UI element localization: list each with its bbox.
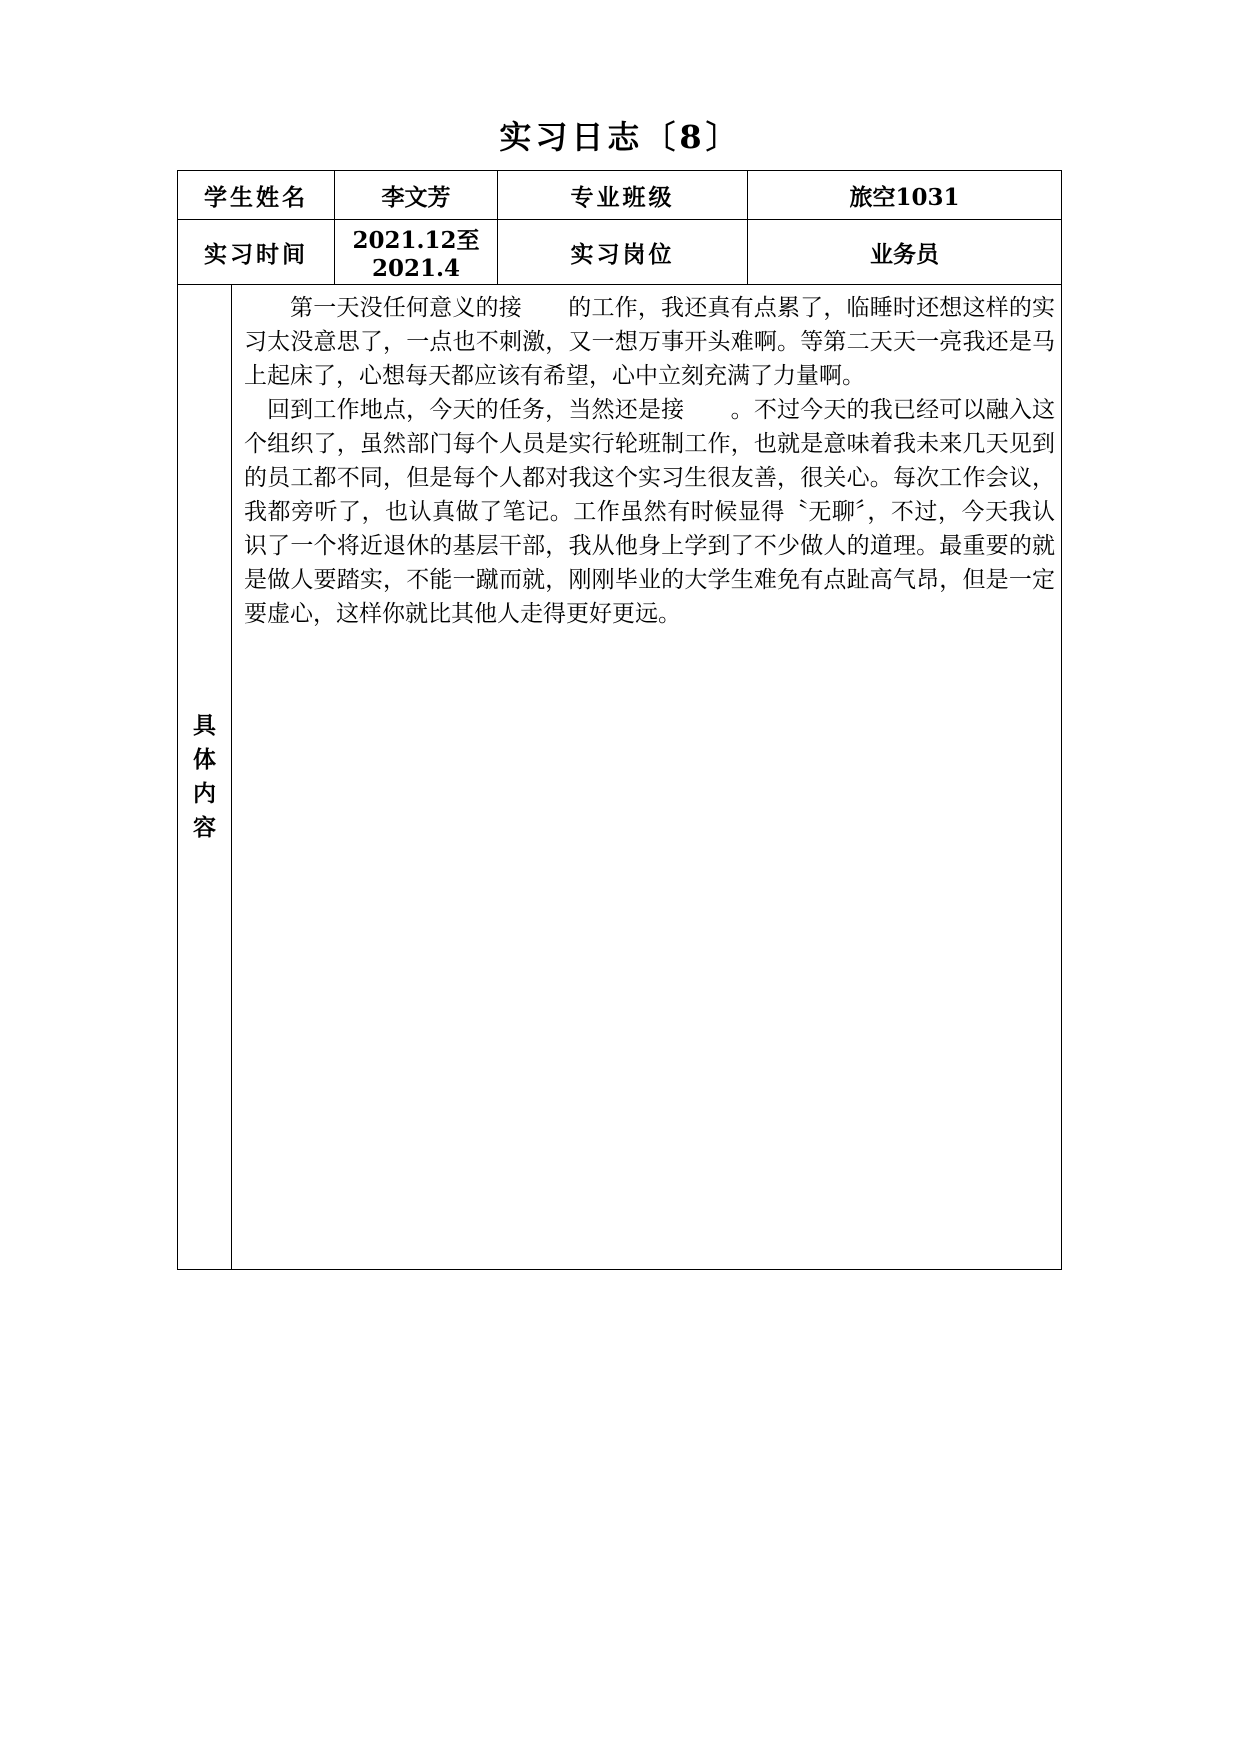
table-row [178, 285, 1062, 1270]
table-row [178, 220, 1062, 285]
period-start: 2021.12至 [352, 227, 480, 254]
position-label: 实习岗位 [498, 220, 748, 285]
class-label: 专业班级 [498, 171, 748, 220]
class-value: 旅空1031 [748, 171, 1062, 220]
student-name-value: 李文芳 [335, 171, 498, 220]
content-body [232, 285, 1061, 631]
content-paragraph-2: 回到工作地点，今天的任务，当然还是接 。不过今天的我已经可以融入这个组织了，虽然部门每个人员是实行轮班制工作，也就是意味着我未来几天见到的员工都不同，但是每个人都对我这个实习生很友善，很关心。每次工作会议，我都旁听了，也认真做了笔记。工作虽然有时候显得〝无聊〞，不过，今天我认识了一个将近退休的基层干部，我从他身上学到了不少做人的道理。最重要的就是做人要踏实，不能一蹴而就，刚刚毕业的大学生难免有点趾高气昂，但是一定要虚心，这样你就比其他人走得更好更远。 [244, 397, 1055, 627]
content-cell [232, 285, 1062, 1270]
table-row [178, 171, 1062, 220]
page-title: 实习日志〔8〕 [499, 118, 742, 156]
student-name-label: 学生姓名 [178, 171, 335, 220]
period-value [335, 220, 498, 285]
position-value: 业务员 [748, 220, 1062, 285]
content-label: 具体内容 [193, 712, 216, 841]
period-label: 实习时间 [178, 220, 335, 285]
content-label-cell [178, 285, 232, 1270]
internship-log-table [177, 170, 1062, 1270]
period-end: 2021.4 [371, 255, 461, 282]
content-paragraph-1: 第一天没任何意义的接 的工作，我还真有点累了，临睡时还想这样的实习太没意思了，一点也不刺激，又一想万事开头难啊。等第二天天一亮我还是马上起床了，心想每天都应该有希望，心中立刻充满了力量啊。 [244, 295, 1055, 389]
